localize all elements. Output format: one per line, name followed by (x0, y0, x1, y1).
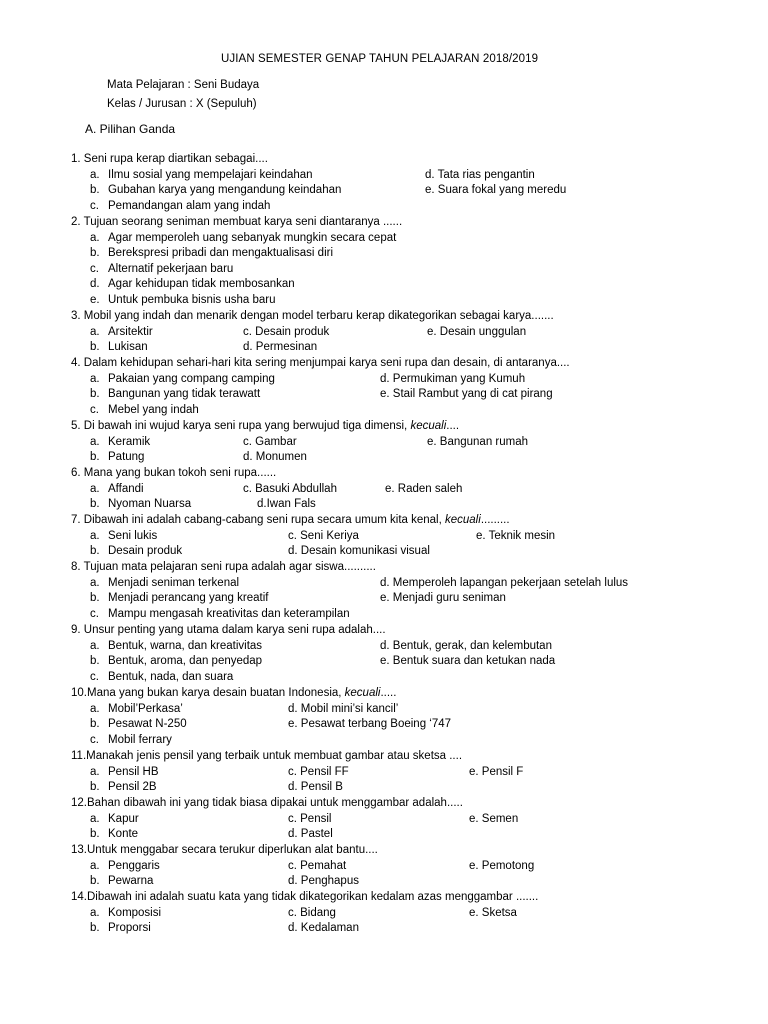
option-text: Affandi (108, 483, 144, 495)
option-letter: a. (90, 703, 100, 715)
option-letter: a. (90, 813, 100, 825)
option-letter: a. (90, 373, 100, 385)
option-text: e. Raden saleh (385, 483, 463, 495)
option-text: Pakaian yang compang camping (108, 373, 275, 385)
option-text: d. Permukiman yang Kumuh (380, 373, 526, 385)
option-text: Mampu mengasah kreativitas dan keterampilan (108, 608, 350, 620)
option-text: Gubahan karya yang mengandung keindahan (108, 184, 342, 196)
option-text: e. Sketsa (469, 907, 517, 919)
option-text: c. Gambar (243, 436, 297, 448)
question-13 (71, 843, 378, 857)
option-text: Mobil’Perkasa’ (108, 703, 183, 715)
question-text: Mobil yang indah dan menarik dengan model terbaru kerap dikategorikan sebagai karya....... (83, 310, 554, 322)
option-text: e. Stail Rambut yang di cat pirang (380, 388, 553, 400)
option-text: d.Iwan Fals (257, 498, 316, 510)
option-letter: a. (90, 232, 100, 244)
option-letter: b. (90, 341, 100, 353)
option-text: c. Pensil (288, 813, 332, 825)
question-14 (71, 890, 538, 904)
question-2 (71, 215, 402, 229)
option-text: Mebel yang indah (108, 404, 199, 416)
option-text: Kapur (108, 813, 139, 825)
question-tail: .... (446, 420, 460, 432)
question-number: 6. (71, 467, 81, 479)
option-text: e. Bangunan rumah (427, 436, 529, 448)
option-text: e. Desain unggulan (427, 326, 527, 338)
question-emphasis: kecuali (344, 687, 381, 699)
question-6 (71, 466, 276, 480)
option-letter: b. (90, 498, 100, 510)
option-text: Pesawat N-250 (108, 718, 187, 730)
section-heading: A. Pilihan Ganda (85, 122, 176, 136)
option-text: Agar kehidupan tidak membosankan (108, 278, 295, 290)
class-line: Kelas / Jurusan : X (Sepuluh) (107, 98, 257, 110)
option-text: c. Bidang (288, 907, 336, 919)
question-12 (71, 796, 463, 810)
option-letter: b. (90, 718, 100, 730)
option-letter: c. (90, 734, 99, 746)
question-text: Untuk menggabar secara terukur diperlukan alat bantu.... (87, 844, 378, 856)
option-letter: b. (90, 247, 100, 259)
question-text: Bahan dibawah ini yang tidak biasa dipakai untuk menggambar adalah..... (87, 797, 463, 809)
option-letter: a. (90, 766, 100, 778)
option-letter: a. (90, 907, 100, 919)
option-text: Bentuk, aroma, dan penyedap (108, 655, 263, 667)
option-text: e. Pesawat terbang Boeing ‘747 (288, 718, 452, 730)
option-letter: c. (90, 608, 99, 620)
option-text: Nyoman Nuarsa (108, 498, 192, 510)
option-text: Desain produk (108, 545, 183, 557)
option-text: d. Kedalaman (288, 922, 359, 934)
option-text: e. Pemotong (469, 860, 535, 872)
question-number: 14. (71, 891, 87, 903)
question-5 (71, 419, 459, 433)
question-emphasis: kecuali (410, 420, 447, 432)
question-number: 10. (71, 687, 87, 699)
option-letter: b. (90, 592, 100, 604)
option-text: Bentuk, nada, dan suara (108, 671, 234, 683)
option-text: Proporsi (108, 922, 151, 934)
option-letter: b. (90, 451, 100, 463)
option-letter: e. (90, 294, 100, 306)
option-text: Bangunan yang tidak terawatt (108, 388, 261, 400)
option-letter: a. (90, 640, 100, 652)
option-letter: a. (90, 169, 100, 181)
option-text: Patung (108, 451, 145, 463)
option-letter: b. (90, 184, 100, 196)
option-text: e. Menjadi guru seniman (380, 592, 506, 604)
option-text: Pensil 2B (108, 781, 157, 793)
option-text: d. Pastel (288, 828, 333, 840)
question-text: Di bawah ini wujud karya seni rupa yang berwujud tiga dimensi, (83, 420, 411, 432)
option-letter: a. (90, 483, 100, 495)
question-tail: ......... (480, 514, 510, 526)
option-letter: c. (90, 263, 99, 275)
option-text: c. Basuki Abdullah (243, 483, 337, 495)
question-1 (71, 152, 268, 166)
question-tail: ..... (380, 687, 397, 699)
option-text: d. Penghapus (288, 875, 359, 887)
option-text: Mobil ferrary (108, 734, 172, 746)
option-letter: b. (90, 875, 100, 887)
option-text: e. Suara fokal yang meredu (425, 184, 567, 196)
option-text: d. Monumen (243, 451, 307, 463)
option-text: Seni lukis (108, 530, 158, 542)
option-letter: b. (90, 922, 100, 934)
question-number: 5. (71, 420, 81, 432)
option-text: e. Bentuk suara dan ketukan nada (380, 655, 556, 667)
option-text: Alternatif pekerjaan baru (108, 263, 234, 275)
option-text: Menjadi seniman terkenal (108, 577, 240, 589)
option-text: c. Desain produk (243, 326, 330, 338)
option-text: d. Tata rias pengantin (425, 169, 535, 181)
question-number: 11. (71, 750, 87, 762)
exam-title: UJIAN SEMESTER GENAP TAHUN PELAJARAN 2018/2019 (221, 53, 539, 65)
option-letter: a. (90, 860, 100, 872)
question-11 (71, 749, 462, 763)
option-text: Berekspresi pribadi dan mengaktualisasi diri (108, 247, 334, 259)
question-number: 13. (71, 844, 87, 856)
option-text: Pemandangan alam yang indah (108, 200, 271, 212)
option-text: c. Pemahat (288, 860, 347, 872)
option-letter: b. (90, 545, 100, 557)
question-text: Mana yang bukan tokoh seni rupa...... (83, 467, 277, 479)
question-text: Tujuan seorang seniman membuat karya seni diantaranya ...... (83, 216, 403, 228)
option-text: c. Pensil FF (288, 766, 349, 778)
option-text: Penggaris (108, 860, 160, 872)
question-number: 2. (71, 216, 81, 228)
question-number: 8. (71, 561, 81, 573)
option-text: e. Semen (469, 813, 519, 825)
option-text: d. Mobil mini’si kancil’ (288, 703, 399, 715)
question-text: Manakah jenis pensil yang terbaik untuk membuat gambar atau sketsa .... (86, 750, 463, 762)
option-letter: b. (90, 828, 100, 840)
option-text: d. Permesinan (243, 341, 318, 353)
option-text: Konte (108, 828, 139, 840)
option-text: d. Memperoleh lapangan pekerjaan setelah lulus (380, 577, 629, 589)
option-text: Bentuk, warna, dan kreativitas (108, 640, 263, 652)
option-text: Keramik (108, 436, 151, 448)
option-letter: b. (90, 388, 100, 400)
option-text: Ilmu sosial yang mempelajari keindahan (108, 169, 313, 181)
option-text: Menjadi perancang yang kreatif (108, 592, 269, 604)
option-letter: a. (90, 326, 100, 338)
question-8 (71, 560, 376, 574)
option-letter: c. (90, 200, 99, 212)
option-letter: a. (90, 436, 100, 448)
question-text: Unsur penting yang utama dalam karya seni rupa adalah.... (83, 624, 386, 636)
option-text: Untuk pembuka bisnis usha baru (108, 294, 276, 306)
option-text: Pensil HB (108, 766, 159, 778)
option-text: d. Bentuk, gerak, dan kelembutan (380, 640, 552, 652)
option-text: e. Teknik mesin (476, 530, 556, 542)
option-text: d. Desain komunikasi visual (288, 545, 430, 557)
question-7 (71, 513, 510, 527)
question-10 (71, 686, 396, 700)
option-letter: c. (90, 671, 99, 683)
question-number: 12. (71, 797, 87, 809)
question-number: 7. (71, 514, 81, 526)
question-4 (71, 356, 570, 370)
question-3 (71, 309, 554, 323)
option-text: e. Pensil F (469, 766, 524, 778)
option-text: Arsitektir (108, 326, 153, 338)
option-letter: b. (90, 655, 100, 667)
option-letter: b. (90, 781, 100, 793)
option-letter: c. (90, 404, 99, 416)
option-text: d. Pensil B (288, 781, 343, 793)
option-text: c. Seni Keriya (288, 530, 359, 542)
question-text: Mana yang bukan karya desain buatan Indonesia, (87, 687, 345, 699)
option-letter: a. (90, 577, 100, 589)
subject-line: Mata Pelajaran : Seni Budaya (107, 79, 260, 91)
question-emphasis: kecuali (445, 514, 481, 526)
question-text: Dibawah ini adalah cabang-cabang seni rupa secara umum kita kenal, (83, 514, 445, 526)
question-text: Tujuan mata pelajaran seni rupa adalah agar siswa.......... (83, 561, 376, 573)
option-text: Pewarna (108, 875, 154, 887)
question-number: 1. (71, 153, 81, 165)
option-text: Komposisi (108, 907, 162, 919)
question-text: Dibawah ini adalah suatu kata yang tidak dikategorikan kedalam azas menggambar ....... (87, 891, 539, 903)
option-text: Agar memperoleh uang sebanyak mungkin secara cepat (108, 232, 397, 244)
question-text: Dalam kehidupan sehari-hari kita sering menjumpai karya seni rupa dan desain, di antaranya.... (83, 357, 570, 369)
option-letter: d. (90, 278, 100, 290)
question-number: 4. (71, 357, 81, 369)
option-letter: a. (90, 530, 100, 542)
question-number: 9. (71, 624, 81, 636)
question-9 (71, 623, 386, 637)
question-text: Seni rupa kerap diartikan sebagai.... (83, 153, 268, 165)
option-text: Lukisan (108, 341, 148, 353)
question-number: 3. (71, 310, 81, 322)
